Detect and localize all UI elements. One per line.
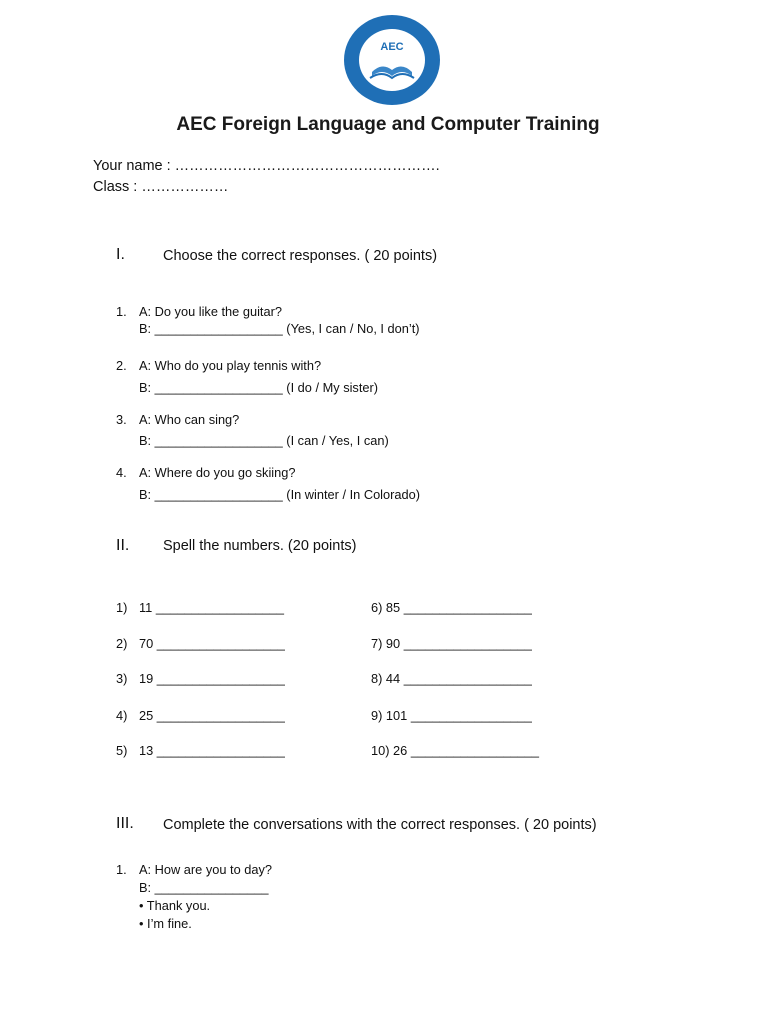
s2-left-3: 19 __________________ — [139, 671, 285, 686]
class-field: Class : ……………… — [93, 179, 229, 195]
s2-right-9: 9) 101 _________________ — [371, 708, 532, 723]
s2-left-1: 11 __________________ — [139, 600, 284, 615]
s1-q3-b: B: __________________ (I can / Yes, I can) — [139, 433, 389, 448]
s1-q1-a: A: Do you like the guitar? — [139, 304, 282, 319]
s1-q1-number: 1. — [116, 304, 127, 319]
aec-logo — [342, 14, 442, 106]
s3-q1-option-1: • Thank you. — [139, 898, 211, 913]
section-3-number: III. — [116, 815, 134, 832]
section-1-number: I. — [116, 246, 125, 263]
s3-q1-b: B: ________________ — [139, 880, 269, 895]
section-2-heading: Spell the numbers. (20 points) — [163, 538, 357, 554]
s2-left-5: 13 __________________ — [139, 743, 285, 758]
s1-q3-a: A: Who can sing? — [139, 412, 240, 427]
s2-left-3-number: 3) — [116, 671, 128, 686]
s2-left-4: 25 __________________ — [139, 708, 285, 723]
your-name-field: Your name : ………………………………………………. — [93, 158, 440, 174]
s2-right-8: 8) 44 __________________ — [371, 671, 532, 686]
s2-left-4-number: 4) — [116, 708, 128, 723]
s2-right-10: 10) 26 __________________ — [371, 743, 539, 758]
s2-left-1-number: 1) — [116, 600, 128, 615]
s3-q1-number: 1. — [116, 862, 127, 877]
s1-q4-b: B: __________________ (In winter / In Colorado) — [139, 487, 421, 502]
s2-left-2-number: 2) — [116, 636, 128, 651]
s1-q2-b: B: __________________ (I do / My sister) — [139, 380, 379, 395]
s1-q4-a: A: Where do you go skiing? — [139, 465, 296, 480]
s1-q2-a: A: Who do you play tennis with? — [139, 358, 322, 373]
section-3-heading: Complete the conversations with the correct responses. ( 20 points) — [163, 817, 597, 833]
s2-left-5-number: 5) — [116, 743, 128, 758]
section-1-heading: Choose the correct responses. ( 20 points) — [163, 248, 438, 264]
s2-left-2: 70 __________________ — [139, 636, 285, 651]
page-title: AEC Foreign Language and Computer Training — [176, 114, 600, 135]
s2-right-6: 6) 85 __________________ — [371, 600, 532, 615]
s3-q1-a: A: How are you to day? — [139, 862, 273, 877]
s1-q2-number: 2. — [116, 358, 127, 373]
s1-q4-number: 4. — [116, 465, 127, 480]
svg-text:AEC: AEC — [380, 41, 404, 53]
s2-right-7: 7) 90 __________________ — [371, 636, 532, 651]
s3-q1-option-2: • I’m fine. — [139, 916, 192, 931]
s1-q1-b: B: __________________ (Yes, I can / No, I don’t) — [139, 321, 420, 336]
s1-q3-number: 3. — [116, 412, 127, 427]
section-2-number: II. — [116, 537, 130, 554]
